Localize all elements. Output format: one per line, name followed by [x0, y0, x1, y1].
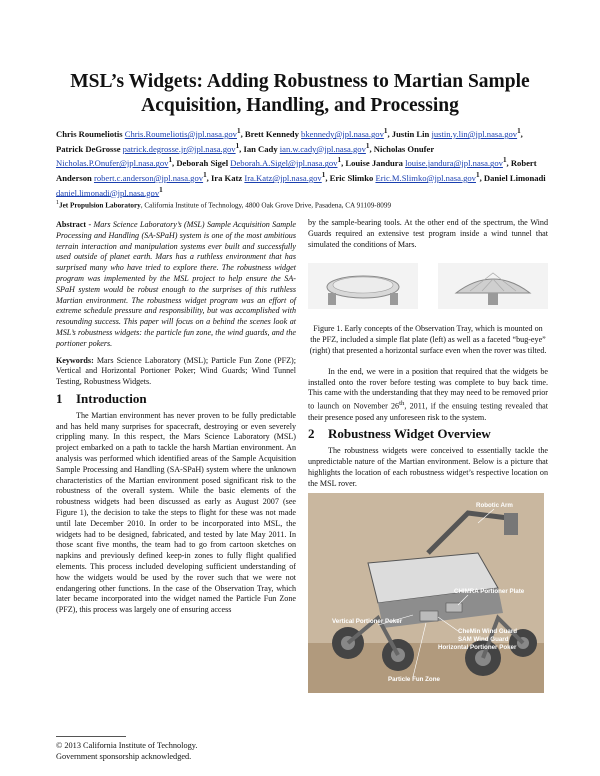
label-robotic-arm: Robotic Arm: [476, 502, 513, 510]
title-line-2: Acquisition, Handling, and Processing: [141, 95, 459, 116]
author-affiliation-marker: 1: [517, 127, 521, 135]
author-email-link[interactable]: justin.y.lin@jpl.nasa.gov: [431, 128, 518, 139]
author-separator: ,: [520, 128, 523, 139]
label-chimra: CHIMRA Portioner Plate: [454, 588, 525, 596]
right-column: [308, 218, 548, 697]
title-line-1: MSL’s Widgets: Adding Robustness to Martian Sample: [70, 71, 530, 92]
author-separator: ,: [506, 158, 511, 169]
left-column: [56, 220, 296, 616]
timeline-paragraph: [308, 367, 548, 424]
section-2-title: Robustness Widget Overview: [328, 426, 491, 442]
author-email-link[interactable]: bkennedy@jpl.nasa.gov: [301, 128, 384, 139]
intro-paragraph: The Martian environment has never proven to be fully predictable and has held many surprises for spacecraft, destroying or even severely crippling many. In this respect, the Mars Science Laboratory (MSL) project embarked on a path to tackle the harsh Martian environment. An analysis was performed which identified areas of the Sample Acquisition Sample Processing and Handling (SA-SPaH) system where the unknown characteristics of the Martian environment posed significant risk to the robustness of the overall system. While the basic elements of the robustness widgets had been discussed as early as August 2007 (see Figure 1), the decision to take the steps to flight for these was not made until late December 2010. In order to be incorporated into MSL, the widgets had to be designed, fabricated, and tested by late May 2011. In those scant five months, the team had to go from cartoon sketches on napkins and previously defined keep-in zones to fully flight qualified elements. This process included developing sufficient understanding of how the widgets would be used by the rover such that we were not endangering other functions. In the case of the Observation Tray, which later became incorporated into the widget named the Particle Fun Zone (PFZ), this process was largely one of ensuring access: [56, 410, 296, 615]
author-affiliation-marker: 1: [502, 156, 507, 165]
author-separator: ,: [369, 143, 374, 154]
figure-1: [308, 260, 548, 312]
keywords-text: Mars Science Laboratory (MSL); Particle Fun Zone (PFZ); Vertical and Horizontal Portioner Poker; Wind Guards; Wind Tunnel Testing, Robustness Widgets.: [56, 355, 296, 387]
author-email-link[interactable]: Nicholas.P.Onufer@jpl.nasa.gov: [56, 158, 169, 169]
author-name: Chris Roumeliotis: [56, 128, 125, 139]
keywords-label: Keywords:: [56, 355, 94, 365]
label-vertical-poker: Vertical Portioner Poker: [332, 618, 403, 626]
affiliation: [56, 199, 548, 210]
author-affiliation-marker: 1: [321, 170, 326, 179]
author-email-link[interactable]: ian.w.cady@jpl.nasa.gov: [279, 143, 366, 154]
author-email-link[interactable]: robert.c.anderson@jpl.nasa.gov: [93, 172, 204, 183]
author-email-link[interactable]: daniel.limonadi@jpl.nasa.gov: [56, 187, 160, 198]
author-name: Patrick DeGrosse: [56, 143, 123, 154]
author-name: Deborah Sigel: [176, 158, 231, 169]
author-name: Robert Anderson: [56, 158, 537, 183]
continued-paragraph: by the sample-bearing tools. At the other end of the spectrum, the Wind Guards required an extensive test program inside a wind tunnel that simulated the conditions of Mars.: [308, 218, 548, 249]
author-separator: ,: [387, 128, 392, 139]
paper-title: [50, 70, 550, 118]
author-affiliation-marker: 1: [337, 156, 342, 165]
author-email-link[interactable]: Deborah.A.Sigel@jpl.nasa.gov: [230, 158, 338, 169]
section-1-title: Introduction: [76, 390, 147, 406]
ordinal-suffix: th: [399, 400, 405, 408]
author-separator: ,: [240, 128, 245, 139]
author-affiliation-marker: 1: [203, 170, 207, 179]
copyright-note: [56, 740, 296, 762]
author-affiliation-marker: 1: [159, 185, 163, 194]
keywords: [56, 356, 296, 388]
section-1-heading: [56, 390, 296, 406]
author-name: Daniel Limonadi: [483, 172, 546, 183]
affiliation-address: , California Institute of Technology, 4800 Oak Grove Drive, Pasadena, CA 91109-8099: [140, 201, 392, 210]
overview-paragraph: The robustness widgets were conceived to essentially tackle the unpredictable nature of the Martian environment. Below is a picture that highlights the location of each robustness widget’s respective location on the MSL rover.: [308, 446, 548, 488]
author-name: Justin Lin: [391, 128, 432, 139]
author-name: Louise Jandura: [345, 158, 406, 169]
bug-eye-image: [438, 263, 548, 309]
affiliation-marker: 1: [56, 200, 59, 206]
author-separator: ,: [172, 158, 177, 169]
footnote-rule: [56, 736, 126, 737]
author-name: Nicholas Onufer: [373, 143, 434, 154]
author-separator: ,: [239, 143, 244, 154]
author-separator: ,: [479, 172, 484, 183]
author-name: Eric Slimko: [329, 172, 376, 183]
figure-1-caption: Figure 1. Early concepts of the Observation Tray, which is mounted on the PFZ, included a simple flat plate (left) as well as a faceted “bug-eye” (right) that presented a horizontal surface even when the rover was tilted.: [309, 324, 547, 355]
author-affiliation-marker: 1: [365, 141, 370, 150]
author-list: [56, 126, 548, 199]
section-2-heading: [308, 426, 548, 442]
author-separator: ,: [325, 172, 330, 183]
label-chemin: CheMin Wind Guard: [458, 628, 518, 636]
flat-plate-image: [308, 263, 418, 309]
author-affiliation-marker: 1: [235, 141, 240, 150]
author-name: Ira Katz: [210, 172, 245, 183]
author-email-link[interactable]: Ira.Katz@jpl.nasa.gov: [244, 172, 322, 183]
label-pfz: Particle Fun Zone: [388, 676, 440, 684]
author-name: Brett Kennedy: [244, 128, 302, 139]
author-affiliation-marker: 1: [383, 127, 388, 135]
copyright-line-2: Government sponsorship acknowledged.: [56, 752, 192, 761]
rover-figure: [308, 493, 544, 693]
timeline-text-2: , 2011, if the ensuing testing revealed that their presence posed any unforeseen risk to the system.: [308, 401, 549, 422]
section-1-number: 1: [56, 390, 63, 406]
affiliation-name: Jet Propulsion Laboratory: [59, 201, 141, 210]
author-email-link[interactable]: louise.jandura@jpl.nasa.gov: [405, 158, 503, 169]
label-horizontal-poker: Horizontal Portioner Poker: [438, 644, 517, 652]
abstract-label: Abstract: [56, 220, 87, 229]
author-affiliation-marker: 1: [236, 127, 241, 135]
author-separator: ,: [341, 158, 346, 169]
abstract: [56, 220, 296, 350]
author-affiliation-marker: 1: [475, 170, 480, 179]
author-affiliation-marker: 1: [168, 156, 173, 165]
abstract-text: - Mars Science Laboratory’s (MSL) Sample Acquisition Sample Processing and Handling (SA-SPaH) system is one of the most ambitious terrain interaction and manipulation systems ever built and successfully used outside of planet earth. Mars has a ruthless environment that has surprised many who have tried to explore there. The robustness widget program was implemented by the MSL project to help ensure the SA-SPaH system would be robust enough to the surprises of this ruthless Martian environment. The robustness widget program was an effort of extreme schedule pressure and responsibility, but was accomplished with resounding success. This paper will focus on a behind the scenes look at MSL’s robustness widgets: the particle fun zone, the wind guards, and the portioner pokers.: [56, 220, 296, 348]
author-name: Ian Cady: [243, 143, 280, 154]
section-2-number: 2: [308, 426, 315, 442]
copyright-line-1: © 2013 California Institute of Technology.: [56, 741, 198, 750]
timeline-text-1: In the end, we were in a position that required that the widgets be installed onto the rover before testing was complete to buy back time. This came with the understanding that they may need to be removed prior to launch on November 26: [308, 366, 548, 411]
author-email-link[interactable]: Eric.M.Slimko@jpl.nasa.gov: [375, 172, 476, 183]
author-separator: ,: [206, 172, 211, 183]
author-email-link[interactable]: Chris.Roumeliotis@jpl.nasa.gov: [124, 128, 237, 139]
label-sam: SAM Wind Guard: [458, 636, 509, 644]
author-email-link[interactable]: patrick.degrosse.jr@jpl.nasa.gov: [122, 143, 236, 154]
